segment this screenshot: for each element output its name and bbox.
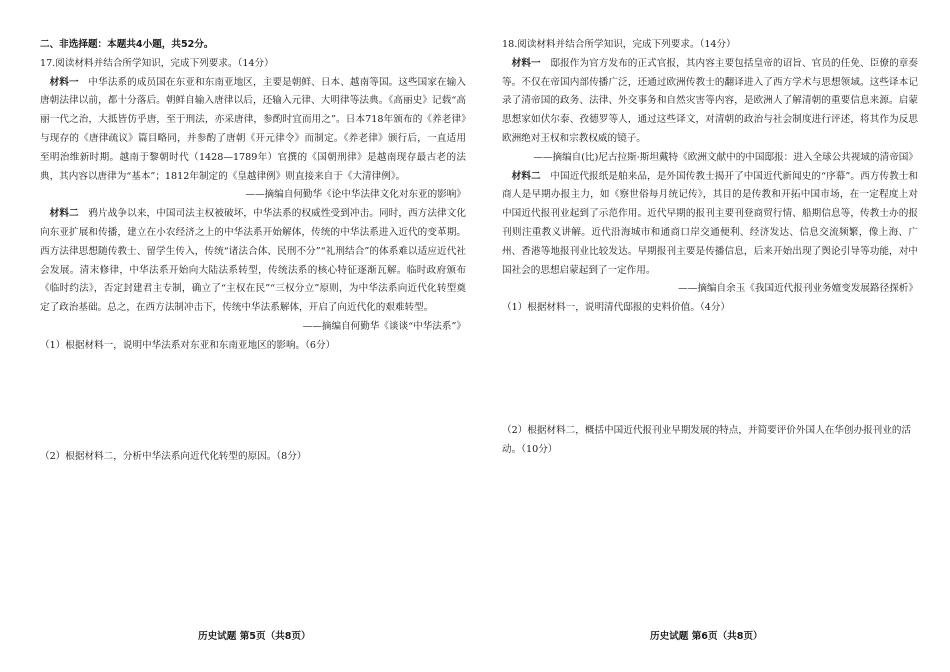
left-page <box>40 36 466 558</box>
material-2-paragraph <box>40 205 466 318</box>
material-1-source: ——摘编自何勤华《论中华法律文化对东亚的影响》 <box>245 189 466 201</box>
material-1-label: 材料一 <box>511 57 541 69</box>
question-17-2: （2）根据材料二，分析中华法系向近代化转型的原因。（8分） <box>40 450 307 462</box>
answer-space-18-1[interactable] <box>502 318 918 422</box>
material-2-source: ——摘编自余玉《我国近代报刊业务嬗变发展路径探析》 <box>678 283 918 295</box>
material-2-source: ——摘编自何勤华《谈谈“中华法系”》 <box>302 320 466 332</box>
question-17-1: （1）根据材料一，说明中华法系对东亚和东南亚地区的影响。（6分） <box>40 339 336 351</box>
right-page <box>502 36 918 552</box>
material-1-paragraph <box>40 74 466 187</box>
material-1-source: ——摘编自(比)尼古拉斯·斯坦戴特《欧洲文献中的中国邸报：进入全球公共视域的清帝国》 <box>533 151 918 163</box>
question-17-intro: 17.阅读材料并结合所学知识，完成下列要求。（14分） <box>40 57 274 69</box>
answer-space-18-2[interactable] <box>502 460 918 552</box>
question-18-intro: 18.阅读材料并结合所学知识，完成下列要求。（14分） <box>502 39 736 50</box>
section-heading: 二、非选择题：本题共4小题，共52分。 <box>40 39 214 50</box>
material-1-paragraph <box>502 55 918 149</box>
material-2-label: 材料二 <box>49 208 79 220</box>
answer-space-17-2[interactable] <box>40 466 466 558</box>
material-2-text: 中国近代报纸是舶来品，是外国传教士揭开了中国近代新闻史的“序幕”。西方传教士和商人是早期办报主力，如《察世俗每月统记传》，其目的是传教和开拓中国市场，在一定程度上对中国近代报刊业起到了示范作用。近代早期的报刊主要刊登商贸行情、船期信息等，传教士办的报刊则注重教义讲解。近代沿海城市和通商口岸交通便利、经济发达、信息交流频繁，像上海、广州、香港等地报刊业比较发达。早期报刊主要是传播信息，后来开始出现了舆论引导等功能，对中国社会的思想启蒙起到了一定作用。 <box>502 170 919 276</box>
material-2-text: 鸦片战争以来，中国司法主权被破坏，中华法系的权威性受到冲击。同时，西方法律文化向东亚扩展和传播，建立在小农经济之上的中华法系开始解体，传统的中华法系进入近代的变革期。西方法律思想随传教士、留学生传入，传统“诸法合体、民刑不分”“礼刑结合”的体系难以适应近代社会发展。清末修律，中华法系开始向大陆法系转型，传统法系的核心特征逐渐瓦解。临时政府颁布《临时约法》，否定封建君主专制，确立了“主权在民”“三权分立”原则，为中华法系向近代化转型奠定了政治基础。总之，在西方法制冲击下，传统中华法系解体，开启了向近代化的艰难转型。 <box>40 208 467 314</box>
page-footer-left: 历史试题 第5页（共8页） <box>198 631 311 642</box>
material-2-paragraph <box>502 168 918 281</box>
page-footer-right: 历史试题 第6页（共8页） <box>650 631 763 642</box>
material-2-label: 材料二 <box>511 170 541 182</box>
question-18-2: （2）根据材料二，概括中国近代报刊业早期发展的特点，并简要评价外国人在华创办报刊业的活动。（10分） <box>502 424 912 455</box>
material-1-text: 邸报作为官方发布的正式官报，其内容主要包括皇帝的诏旨、官员的任免、臣僚的章奏等。不仅在帝国内部传播广泛，还通过欧洲传教士的翻译进入了西方学术与思想领域。这些译本记录了清帝国的政务、法律、外交事务和自然灾害等内容，是欧洲人了解清朝的重要信息来源。启蒙思想家如伏尔泰、孜德罗等人，通过这些译文，对清朝的政治与社会制度进行评述，将其作为反思欧洲绝对王权和宗教权威的镜子。 <box>502 57 919 144</box>
material-1-text: 中华法系的成员国在东亚和东南亚地区，主要是朝鲜、日本、越南等国。这些国家在输入唐朝法律以前，都十分落后。朝鲜自输入唐律以后，还输入元律、大明律等法典。《高丽史》记载“高丽一代之治，大抵皆仿乎唐，至于刑法，亦采唐律，参酌时宜而用之”。日本718年颁布的《养老律》与现存的《唐律疏议》篇目略同，并参酌了唐朝《开元律令》而制定。《养老律》颁行后，一直适用至明治维新时期。越南于黎朝时代（1428—1789年）官撰的《国朝刑律》是越南现存最古老的法典，其内容以唐律为“基本”；1812年制定的《皇越律例》则直接来自于《大清律例》。 <box>40 76 467 182</box>
material-1-label: 材料一 <box>49 76 79 88</box>
question-18-1: （1）根据材料一，说明清代邸报的史料价值。（4分） <box>502 302 731 314</box>
answer-space-17-1[interactable] <box>40 356 466 448</box>
